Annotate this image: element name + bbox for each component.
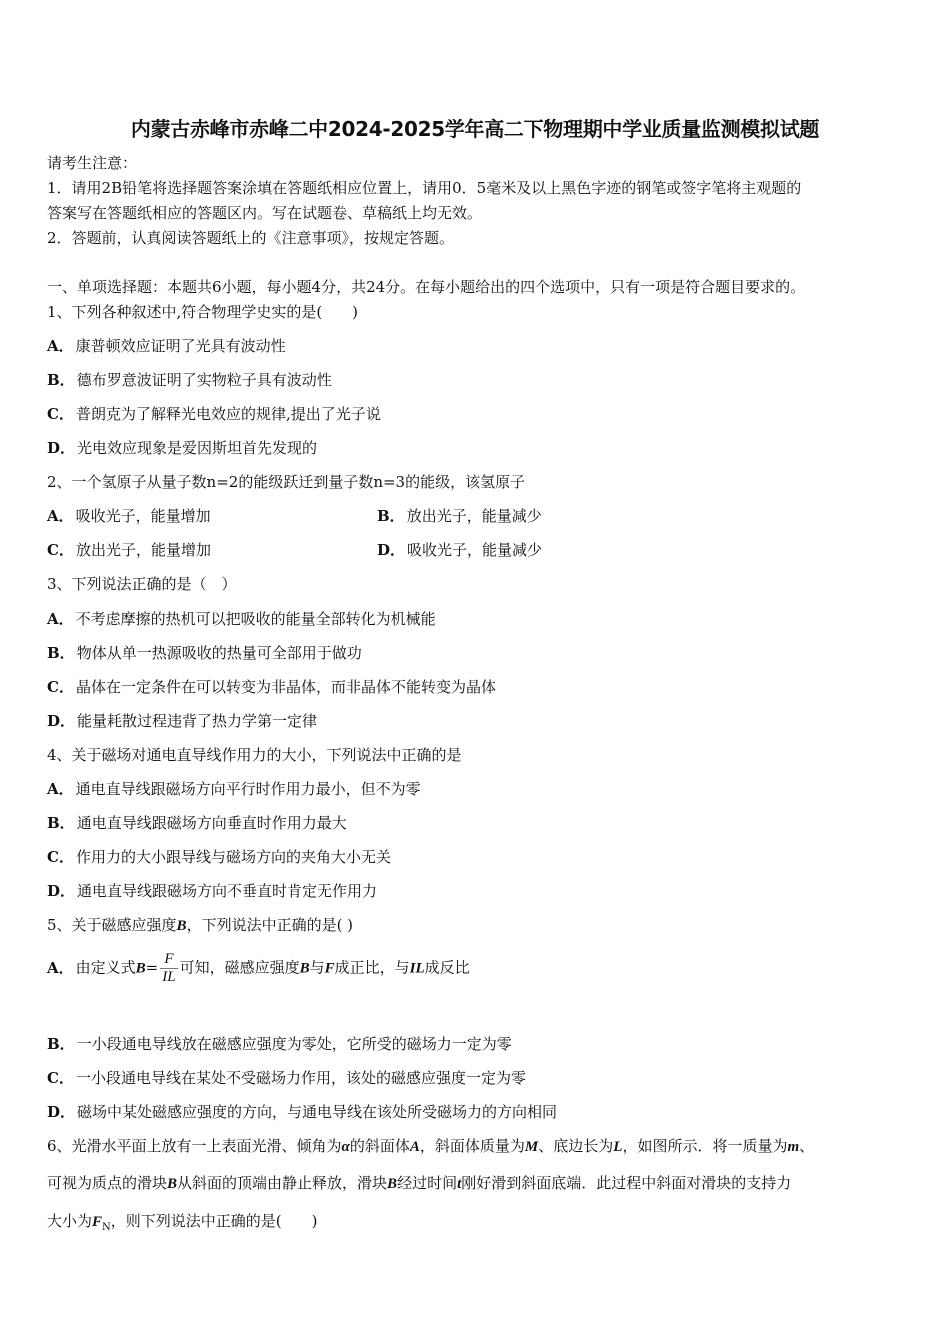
variable-m-upper: M (524, 1139, 539, 1155)
variable-b: B (167, 1176, 178, 1192)
option-label: A． (47, 337, 74, 355)
equals-sign: = (145, 958, 159, 977)
notice-heading: 请考生注意： (47, 154, 138, 172)
option-text: 成反比 (424, 958, 470, 977)
question-5-option-d (47, 1101, 557, 1122)
question-1-option-a (47, 335, 286, 356)
question-2-stem: 2、一个氢原子从量子数n=2的能级跃迁到量子数n=3的能级，该氢原子 (47, 473, 526, 491)
option-text: 晶体在一定条件在可以转变为非晶体，而非晶体不能转变为晶体 (75, 678, 496, 696)
option-text: 康普顿效应证明了光具有波动性 (75, 337, 286, 355)
option-text: 不考虑摩擦的热机可以把吸收的能量全部转化为机械能 (75, 610, 436, 628)
question-4-option-a (47, 778, 421, 799)
option-label: B． (47, 814, 75, 832)
option-label: C． (47, 848, 74, 866)
variable-alpha: α (341, 1139, 350, 1155)
notice-item-1-cont: 答案写在答题纸相应的答题区内。写在试题卷、草稿纸上均无效。 (47, 204, 483, 222)
question-1-stem: 1、下列各种叙述中,符合物理学史实的是( ) (47, 303, 359, 321)
option-text: 通电直导线跟磁场方向垂直时作用力最大 (76, 814, 347, 832)
question-5-option-a (47, 951, 470, 986)
option-text: 吸收光子，能量增加 (75, 507, 211, 525)
fraction-numerator: F (160, 951, 177, 969)
option-label: C． (47, 541, 74, 559)
variable-b: B (135, 960, 146, 977)
question-3-option-c (47, 676, 496, 697)
question-1-option-b (47, 369, 332, 390)
option-label: D． (377, 541, 406, 559)
question-4-option-d (47, 880, 377, 901)
option-text: 吸收光子，能量减少 (407, 541, 543, 559)
option-label: B． (377, 507, 405, 525)
fraction-f-over-il (160, 951, 177, 986)
option-text: 普朗克为了解释光电效应的规律,提出了光子说 (75, 405, 381, 423)
question-1-option-c (47, 403, 381, 424)
stem-text: 5、关于磁感应强度 (47, 916, 177, 934)
option-text: 可知，磁感应强度 (179, 958, 300, 977)
option-text: 作用力的大小跟导线与磁场方向的夹角大小无关 (75, 848, 391, 866)
question-6-stem-line-1 (47, 1135, 814, 1156)
question-5-option-c (47, 1067, 526, 1088)
option-label: D． (47, 439, 76, 457)
option-label: C． (47, 405, 74, 423)
option-label: D． (47, 1103, 76, 1121)
variable-f: F (324, 960, 335, 977)
option-label: A． (47, 780, 74, 798)
question-6-stem-line-2 (47, 1172, 791, 1193)
option-text: 放出光子，能量减少 (406, 507, 542, 525)
question-4-stem: 4、关于磁场对通电直导线作用力的大小，下列说法中正确的是 (47, 746, 462, 764)
option-label: A． (47, 507, 74, 525)
option-text: 通电直导线跟磁场方向平行时作用力最小，但不为零 (75, 780, 421, 798)
option-text: 磁场中某处磁感应强度的方向，与通电导线在该处所受磁场力的方向相同 (77, 1103, 558, 1121)
option-text: 物体从单一热源吸收的热量可全部用于做功 (76, 644, 362, 662)
stem-text: ，如图所示．将一质量为 (622, 1137, 788, 1155)
subscript-n: N (102, 1222, 111, 1233)
question-6-stem-line-3 (47, 1210, 318, 1233)
notice-item-1: 1．请用2B铅笔将选择题答案涂填在答题纸相应位置上，请用0．5毫米及以上黑色字迹的钢笔或签字笔将主观题的 (47, 179, 802, 197)
notice-item-2: 2．答题前，认真阅读答题纸上的《注意事项》，按规定答题。 (47, 229, 455, 247)
question-3-option-a (47, 608, 436, 629)
stem-text: 从斜面的顶端由静止释放，滑块 (177, 1174, 388, 1192)
option-label: A． (47, 610, 74, 628)
option-text: 德布罗意波证明了实物粒子具有波动性 (76, 371, 332, 389)
variable-m: m (787, 1139, 800, 1155)
question-1-option-d (47, 437, 317, 458)
variable-l: L (613, 1139, 623, 1155)
option-label: C． (47, 678, 74, 696)
option-label: D． (47, 712, 76, 730)
question-4-option-c (47, 846, 391, 867)
option-label: B． (47, 371, 75, 389)
stem-text: 、底边长为 (538, 1137, 614, 1155)
option-text: 一小段通电导线在某处不受磁场力作用，该处的磁感应强度一定为零 (75, 1069, 526, 1087)
question-3-option-b (47, 642, 362, 663)
question-4-option-b (47, 812, 347, 833)
stem-text: 大小为 (47, 1212, 93, 1230)
question-2-option-a (47, 505, 211, 526)
option-text: 光电效应现象是爱因斯坦首先发现的 (77, 439, 318, 457)
question-5-option-b (47, 1033, 512, 1054)
option-text: 成正比，与 (334, 958, 410, 977)
question-5-stem (47, 914, 353, 935)
option-text: 一小段通电导线放在磁感应强度为零处，它所受的磁场力一定为零 (76, 1035, 512, 1053)
option-label: B． (47, 1035, 75, 1053)
option-label: C． (47, 1069, 74, 1087)
stem-text: 可视为质点的滑块 (47, 1174, 168, 1192)
stem-text: 经过时间 (397, 1174, 458, 1192)
option-label: B． (47, 644, 75, 662)
question-3-option-d (47, 710, 317, 731)
stem-text: 6、光滑水平面上放有一上表面光滑、倾角为 (47, 1137, 342, 1155)
variable-t: t (457, 1176, 462, 1192)
stem-text: 的斜面体 (349, 1137, 410, 1155)
variable-il: IL (409, 960, 425, 977)
option-label: D． (47, 882, 76, 900)
stem-text: 、 (799, 1137, 815, 1155)
variable-f: F (92, 1214, 103, 1230)
variable-a: A (409, 1139, 420, 1155)
stem-text: ，则下列说法中正确的是( ) (110, 1212, 318, 1230)
page-title: 内蒙古赤峰市赤峰二中2024-2025学年高二下物理期中学业质量监测模拟试题 (130, 117, 820, 141)
variable-b: B (299, 960, 310, 977)
fraction-denominator: IL (162, 969, 176, 985)
variable-b: B (176, 918, 187, 934)
option-text: 通电直导线跟磁场方向不垂直时肯定无作用力 (77, 882, 378, 900)
section-heading: 一、单项选择题：本题共6小题，每小题4分，共24分。在每小题给出的四个选项中，只有一项是符合题目要求的。 (47, 278, 806, 296)
option-text: 能量耗散过程违背了热力学第一定律 (77, 712, 318, 730)
stem-text: 刚好滑到斜面底端．此过程中斜面对滑块的支持力 (461, 1174, 792, 1192)
variable-b: B (387, 1176, 398, 1192)
question-2-option-b (377, 505, 542, 526)
option-text: 放出光子，能量增加 (75, 541, 211, 559)
question-3-stem: 3、下列说法正确的是（ ） (47, 575, 237, 593)
question-2-option-c (47, 539, 211, 560)
option-label: A． (47, 958, 74, 977)
stem-text: ，下列说法中正确的是( ) (186, 916, 354, 934)
stem-text: ，斜面体质量为 (419, 1137, 525, 1155)
question-2-option-d (377, 539, 542, 560)
option-text: 由定义式 (75, 958, 136, 977)
option-text: 与 (309, 958, 325, 977)
